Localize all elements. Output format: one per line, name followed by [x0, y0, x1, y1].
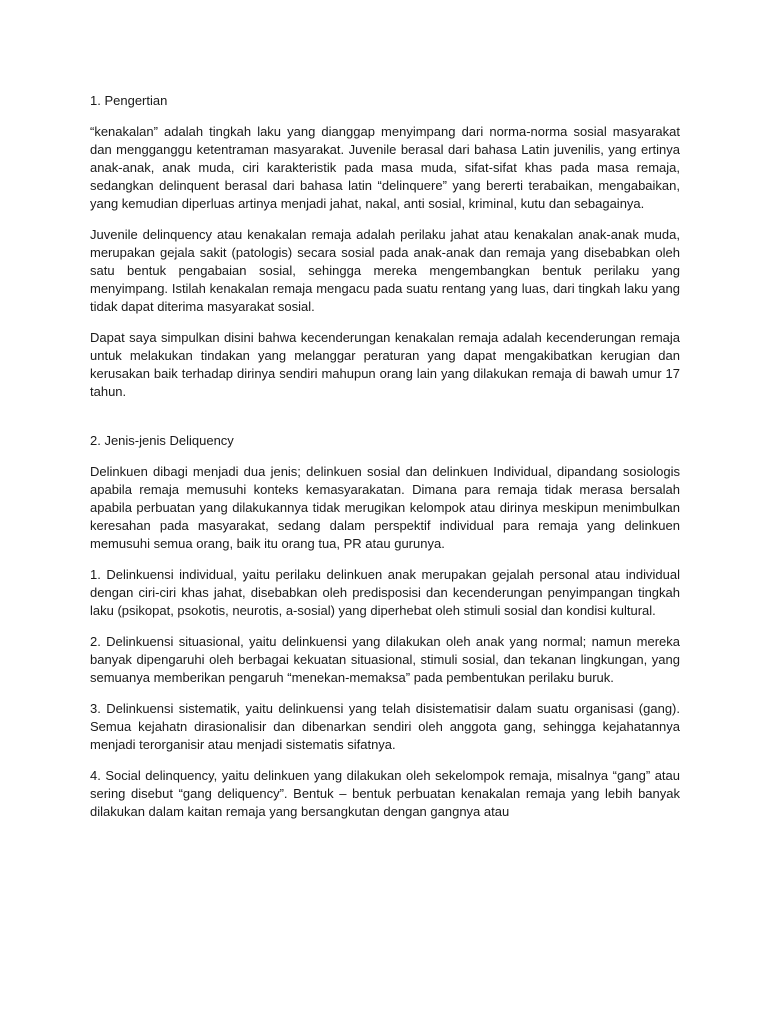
paragraph: “kenakalan” adalah tingkah laku yang dianggap menyimpang dari norma-norma sosial masyarakat dan mengganggu ketentraman masyarakat. Juvenile berasal dari bahasa Latin juvenilis, yang ertinya anak-anak, anak muda, ciri karakteristik pada masa muda, sifat-sifat khas pada masa remaja, sedangkan delinquent berasal dari bahasa latin “delinquere” yang bererti terabaikan, mengabaikan, yang kemudian diperluas artinya menjadi jahat, nakal, anti sosial, kriminal, kutu dan sebagainya. — [90, 124, 680, 211]
section-jenis-jenis — [90, 432, 680, 821]
list-item-paragraph: 4. Social delinquency, yaitu delinkuen yang dilakukan oleh sekelompok remaja, misalnya “gang” atau sering disebut “gang deliquency”. Bentuk – bentuk perbuatan kenakalan remaja yang lebih banyak dilakukan dalam kaitan remaja yang bersangkutan dengan gangnya atau — [90, 768, 680, 819]
list-item-paragraph: 3. Delinkuensi sistematik, yaitu delinkuensi yang telah disistematisir dalam suatu organisasi (gang). Semua kejahatn dirasionalisir dan dibenarkan sendiri oleh anggota gang, sehingga kejahatannya menjadi terorganisir atau menjadi sistematis sifatnya. — [90, 701, 680, 752]
section-pengertian — [90, 92, 680, 401]
paragraph: Dapat saya simpulkan disini bahwa kecenderungan kenakalan remaja adalah kecenderungan remaja untuk melakukan tindakan yang melanggar peraturan yang dapat mengakibatkan kerugian dan kerusakan baik terhadap dirinya sendiri mahupun orang lain yang dilakukan remaja di bawah umur 17 tahun. — [90, 330, 680, 399]
section-spacer — [90, 414, 680, 432]
section-heading: 1. Pengertian — [90, 93, 168, 108]
list-item-paragraph: 1. Delinkuensi individual, yaitu perilaku delinkuen anak merupakan gejalah personal atau individual dengan ciri-ciri khas jahat, disebabkan oleh predisposisi dan kecenderungan penyimpangan tingkah laku (psikopat, psokotis, neurotis, a-sosial) yang diperhebat oleh stimuli sosial dan kondisi kultural. — [90, 567, 680, 618]
paragraph: Delinkuen dibagi menjadi dua jenis; delinkuen sosial dan delinkuen Individual, dipandang sosiologis apabila remaja memusuhi konteks kemasyarakatan. Dimana para remaja tidak merasa bersalah apabila perbuatan yang dilakukannya tidak merugikan kelompok atau dirinya meskipun menimbulkan keresahan pada masyarakat, sedang dalam perspektif individual para remaja yang delinkuen memusuhi semua orang, baik itu orang tua, PR atau gurunya. — [90, 464, 680, 551]
list-item-paragraph: 2. Delinkuensi situasional, yaitu delinkuensi yang dilakukan oleh anak yang normal; namun mereka banyak dipengaruhi oleh berbagai kekuatan situasional, stimuli sosial, dan tekanan lingkungan, yang semuanya memberikan pengaruh “menekan-memaksa” pada pembentukan perilaku buruk. — [90, 634, 680, 685]
section-heading: 2. Jenis-jenis Deliquency — [90, 433, 234, 448]
paragraph: Juvenile delinquency atau kenakalan remaja adalah perilaku jahat atau kenakalan anak-anak muda, merupakan gejala sakit (patologis) secara sosial pada anak-anak dan remaja yang disebabkan oleh satu bentuk pengabaian sosial, sehingga mereka mengembangkan bentuk perilaku yang menyimpang. Istilah kenakalan remaja mengacu pada suatu rentang yang luas, dari tingkah laku yang tidak dapat diterima masyarakat sosial. — [90, 227, 680, 314]
